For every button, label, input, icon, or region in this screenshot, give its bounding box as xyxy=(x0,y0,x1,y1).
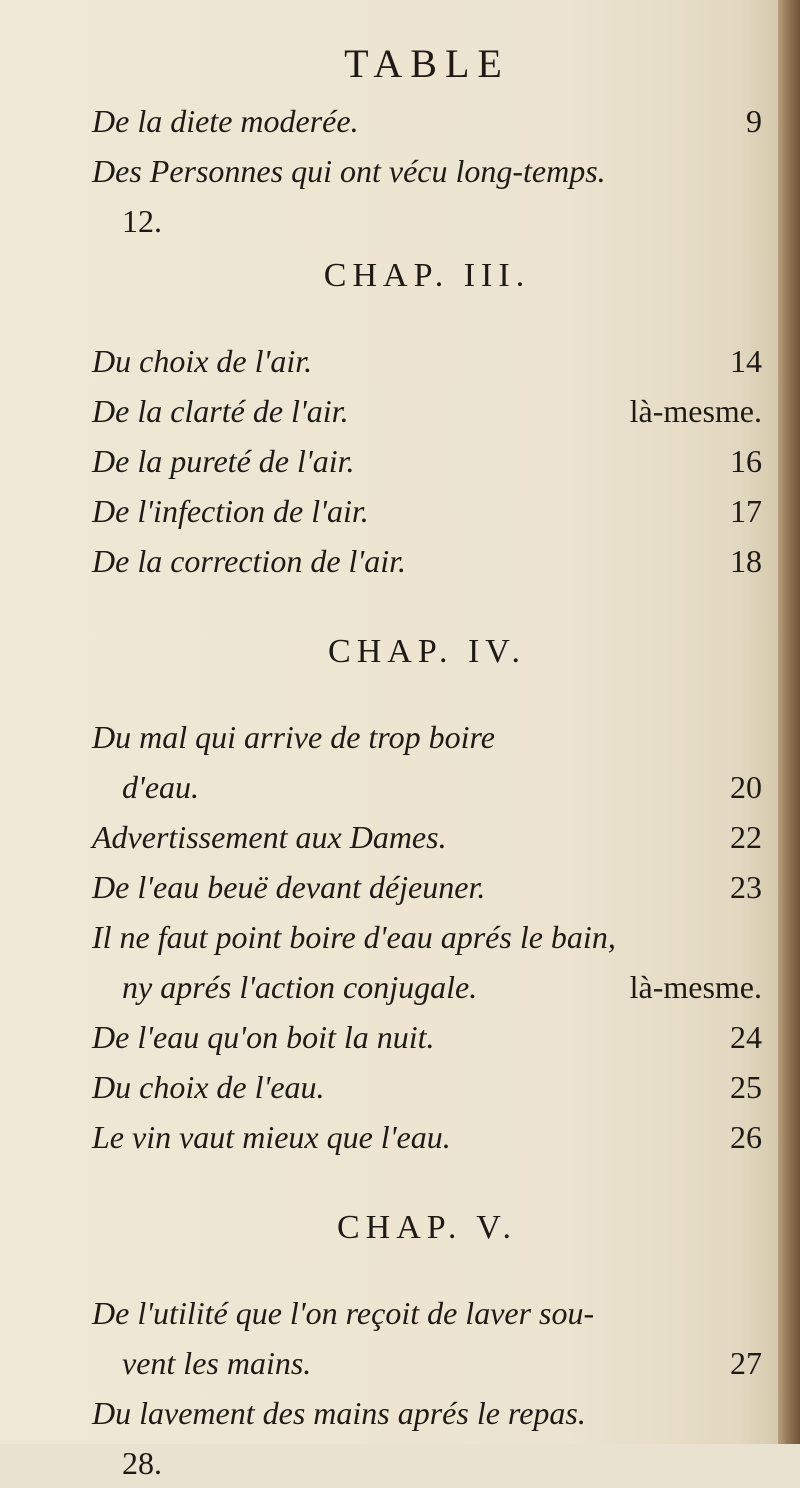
toc-entry-continuation: ny aprés l'action conjugale. xyxy=(122,969,478,1005)
toc-entry xyxy=(92,1112,762,1162)
toc-entry-page: 9 xyxy=(746,103,762,139)
toc-entry-title: De l'eau qu'on boit la nuit. xyxy=(92,1019,435,1055)
toc-entry-title: De l'utilité que l'on reçoit de laver sou- xyxy=(92,1295,595,1331)
chapter-heading: CHAP. III. xyxy=(323,257,531,294)
toc-entry-title: Du lavement des mains aprés le repas. xyxy=(92,1395,586,1431)
toc-entry-page: 24 xyxy=(730,1019,762,1055)
toc-entry-title: Du choix de l'eau. xyxy=(92,1069,325,1105)
toc-entry-page: 25 xyxy=(730,1069,762,1105)
toc-entry-page: 14 xyxy=(730,343,762,379)
toc-entry-page: 16 xyxy=(730,443,762,479)
toc-entry xyxy=(92,146,762,246)
toc-entry-title: Du choix de l'air. xyxy=(92,343,313,379)
toc-entry-title: Du mal qui arrive de trop boire xyxy=(92,719,495,755)
toc-entry-title: Le vin vaut mieux que l'eau. xyxy=(92,1119,451,1155)
toc-entry-page: là-mesme. xyxy=(629,969,762,1005)
toc-entry-page: là-mesme. xyxy=(629,393,762,429)
toc-entry-page: 17 xyxy=(730,493,762,529)
toc-entry xyxy=(92,1288,762,1388)
book-spine-edge xyxy=(778,0,800,1444)
toc-entry xyxy=(92,1012,762,1062)
toc-entry-page: 18 xyxy=(730,543,762,579)
toc-entry xyxy=(92,96,762,146)
table-of-contents xyxy=(92,40,762,1488)
toc-entry xyxy=(92,1062,762,1112)
toc-entry-page: 26 xyxy=(730,1119,762,1155)
toc-entry xyxy=(92,386,762,436)
toc-entry xyxy=(92,862,762,912)
toc-entry xyxy=(92,336,762,386)
running-head: TABLE xyxy=(344,41,510,86)
toc-entry-page: 28. xyxy=(122,1445,162,1481)
toc-entry-title: De l'infection de l'air. xyxy=(92,493,369,529)
toc-entry-page: 22 xyxy=(730,819,762,855)
chapter-heading: CHAP. V. xyxy=(337,1209,517,1246)
toc-entry xyxy=(92,1388,762,1488)
toc-entry-title: De la correction de l'air. xyxy=(92,543,407,579)
toc-entry-continuation: d'eau. xyxy=(122,769,200,805)
toc-entry-title: Des Personnes qui ont vécu long-temps. xyxy=(92,153,606,189)
chapter-heading: CHAP. IV. xyxy=(328,633,526,670)
toc-entry-title: De la pureté de l'air. xyxy=(92,443,355,479)
toc-entry xyxy=(92,912,762,1012)
toc-entry xyxy=(92,486,762,536)
toc-entry-title: Il ne faut point boire d'eau aprés le bain, xyxy=(92,919,616,955)
toc-entry xyxy=(92,536,762,586)
toc-entry-page: 27 xyxy=(730,1345,762,1381)
toc-entry-page: 23 xyxy=(730,869,762,905)
toc-entry xyxy=(92,436,762,486)
toc-entry-page: 12. xyxy=(122,203,162,239)
toc-entry-title: De la clarté de l'air. xyxy=(92,393,349,429)
toc-entry-continuation: vent les mains. xyxy=(122,1345,312,1381)
toc-entry-page: 20 xyxy=(730,769,762,805)
toc-entry-title: Advertissement aux Dames. xyxy=(92,819,447,855)
toc-entry-title: De la diete moderée. xyxy=(92,103,359,139)
toc-entry xyxy=(92,812,762,862)
toc-entry-title: De l'eau beuë devant déjeuner. xyxy=(92,869,486,905)
toc-entry xyxy=(92,712,762,812)
